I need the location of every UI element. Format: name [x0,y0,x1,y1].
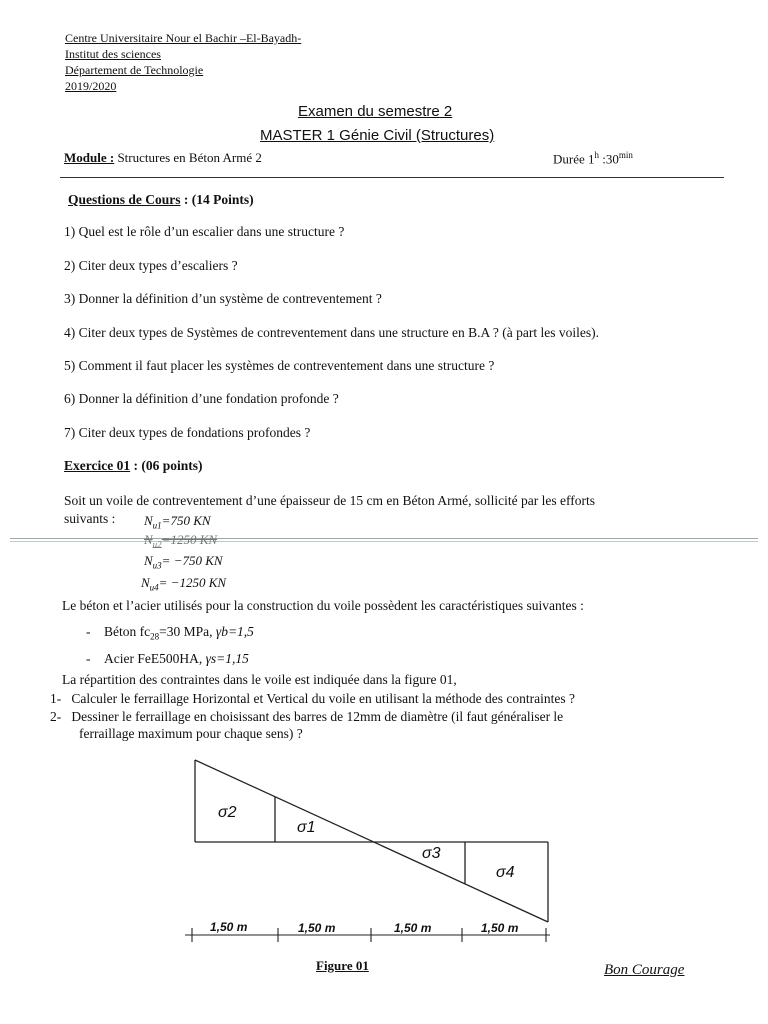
force-nu2: $N_{u2}=1250$ KN [144,532,218,550]
question-3: 3) Donner la définition d’un système de contreventement ? [64,291,382,306]
dimension-label: 1,50 m [298,921,336,935]
closing-text: Bon Courage [604,962,685,978]
exercise-intro-2: suivants : [64,511,116,526]
module-label: Module : [64,150,115,165]
question-5: 5) Comment il faut placer les systèmes de contreventement dans une structure ? [64,358,495,373]
dimension-label: 1,50 m [481,921,519,935]
institute-name: Institut des sciences [65,47,161,61]
sigma-4-label: σ4 [496,864,515,881]
exercise-intro: Soit un voile de contreventement d’une épaisseur de 15 cm en Béton Armé, sollicité par les efforts [64,493,595,508]
force-nu1: $N_{u1}=750$ KN [144,513,211,531]
course-heading: Questions de Cours : (14 Points) [68,192,254,207]
sigma-1-label: σ1 [297,819,316,836]
exam-subtitle: MASTER 1 Génie Civil (Structures) [260,127,495,144]
sigma-3-label: σ3 [422,845,441,862]
institution-name: Centre Universitaire Nour el Bachir –El-Bayadh- [65,31,302,45]
exam-title: Examen du semestre 2 [298,103,453,120]
force-nu4: $N_{u4}= -1250$ KN [141,575,227,593]
question-4: 4) Citer deux types de Systèmes de contreventement dans une structure en B.A ? (à part les voiles). [64,325,599,340]
question-2: 2) Citer deux types d’escaliers ? [64,258,238,273]
task-2-cont: ferraillage maximum pour chaque sens) ? [79,726,303,741]
figure-caption: Figure 01 [316,958,369,973]
repartition-text: La répartition des contraintes dans le voile est indiquée dans la figure 01, [62,672,457,687]
exercise-heading: Exercice 01 : (06 points) [64,458,203,473]
stress-line [195,760,548,922]
question-1: 1) Quel est le rôle d’un escalier dans une structure ? [64,224,345,239]
module-value: Structures en Béton Armé 2 [114,150,262,165]
academic-year: 2019/2020 [65,79,117,93]
question-7: 7) Citer deux types de fondations profondes ? [64,425,311,440]
department-name: Département de Technologie [65,63,204,77]
acier-line: - Acier FeE500HA, γs=1,15 [86,651,249,666]
sigma-2-label: σ2 [218,804,237,821]
dimension-label: 1,50 m [210,920,248,934]
force-nu3: $N_{u3}= -750$ KN [144,553,223,571]
exam-duration: Durée 1$^h$ $:30^{min}$ [553,150,633,167]
question-6: 6) Donner la définition d’une fondation profonde ? [64,391,339,406]
task-1: 1- Calculer le ferraillage Horizontal et Vertical du voile en utilisant la méthode des contraintes ? [50,691,575,706]
dimension-label: 1,50 m [394,921,432,935]
task-2: 2- Dessiner le ferraillage en choisissant des barres de 12mm de diamètre (il faut généraliser le [50,709,564,724]
materials-intro: Le béton et l’acier utilisés pour la construction du voile possèdent les caractéristiques suivantes : [62,598,584,613]
beton-line: - Béton $fc_{28}=30$ MPa, γb=1,5 [86,624,254,642]
